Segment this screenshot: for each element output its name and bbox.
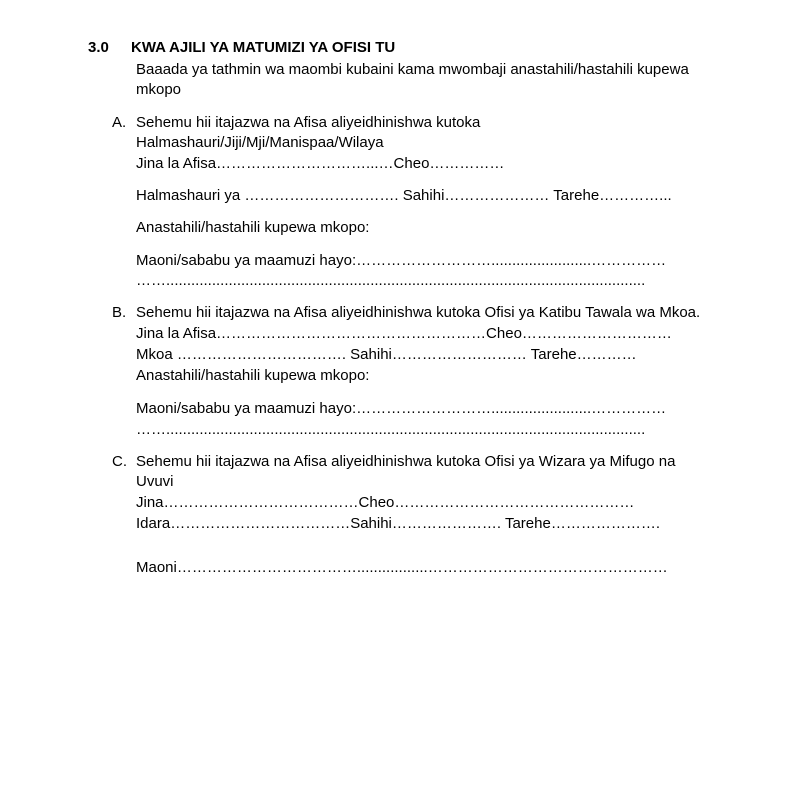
part-a-reasons-field[interactable]: Maoni/sababu ya maamuzi hayo:………………………........................…………… [136,252,667,269]
part-b-letter: B. [112,304,127,321]
part-a-reasons-field-continued[interactable]: ……................................................................................................................... [136,272,646,289]
section-title: KWA AJILI YA MATUMIZI YA OFISI TU [131,39,396,56]
part-a-council-signature-date-field[interactable]: Halmashauri ya …………………………. Sahihi………………… Tarehe…………... [136,187,672,204]
part-c-department-signature-date-field[interactable]: Idara………………………………Sahihi…………………. Tarehe…………………. [136,515,660,532]
part-b-instruction: Sehemu hii itajazwa na Afisa aliyeidhinishwa kutoka Ofisi ya Katibu Tawala wa Mkoa. [136,304,701,321]
part-c-name-title-field[interactable]: Jina…………………………………Cheo………………………………………… [136,494,635,511]
part-a-eligibility-label: Anastahili/hastahili kupewa mkopo: [136,219,370,236]
part-a-officer-name-field[interactable]: Jina la Afisa…………………………...…Cheo…………… [136,155,505,172]
part-c-instruction: Sehemu hii itajazwa na Afisa aliyeidhinishwa kutoka Ofisi ya Wizara ya Mifugo na [136,453,676,470]
part-a-instruction: Sehemu hii itajazwa na Afisa aliyeidhinishwa kutoka [136,114,481,131]
part-c-instruction-continued: Uvuvi [136,473,174,490]
section-number: 3.0 [88,39,109,56]
part-a-authority: Halmashauri/Jiji/Mji/Manispaa/Wilaya [136,134,384,151]
part-c-comments-field[interactable]: Maoni……………………………….................………………………………………… [136,559,668,576]
part-b-officer-name-field[interactable]: Jina la Afisa………………………………………………Cheo………………………… [136,325,672,342]
part-b-reasons-field-continued[interactable]: ……................................................................................................................... [136,421,646,438]
part-c-letter: C. [112,453,127,470]
part-b-eligibility-label: Anastahili/hastahili kupewa mkopo: [136,367,370,384]
section-intro-continued: mkopo [136,81,182,98]
part-b-reasons-field[interactable]: Maoni/sababu ya maamuzi hayo:………………………........................…………… [136,400,667,417]
part-a-letter: A. [112,114,127,131]
section-intro: Baaada ya tathmin wa maombi kubaini kama mwombaji anastahili/hastahili kupewa [136,61,689,78]
part-b-region-signature-date-field[interactable]: Mkoa ……………………………. Sahihi……………………… Tarehe………… [136,346,637,363]
